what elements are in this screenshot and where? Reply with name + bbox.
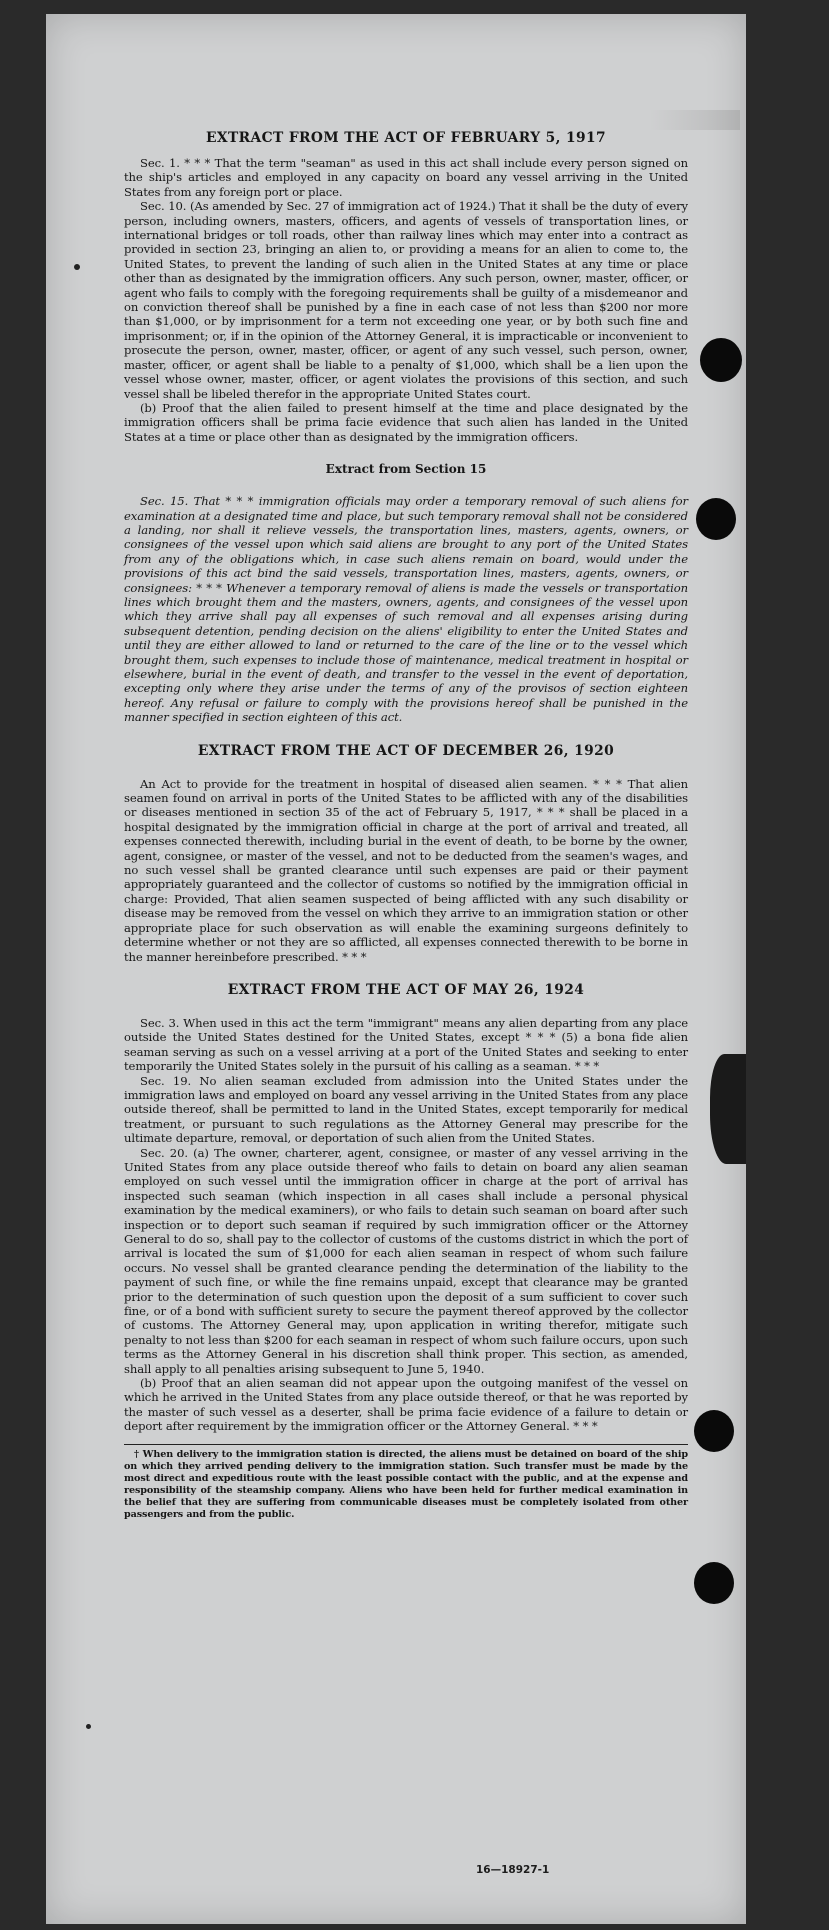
form-number: 16—18927-1: [476, 1864, 550, 1876]
subheading-section-15: Extract from Section 15: [325, 462, 487, 477]
torn-edge: [710, 1054, 746, 1164]
heading-act-1917: EXTRACT FROM THE ACT OF FEBRUARY 5, 1917: [205, 130, 607, 146]
punch-hole-4: [694, 1562, 734, 1604]
paragraph-sec-15: Sec. 15. That * * * immigration officials may order a temporary removal of such aliens for examination at a designated time and place, but such temporary removal shall not be considered a landing, nor shall it relieve vessels, the transportation lines, masters, agents, owners, or consignees of the vessel upon which said aliens are brought to any port of the United States from any of the obligations which, in case such aliens remain on board, would under the provisions of this act bind the said vessels, transportation lines, masters, agents, owners, or consignees: * * * Whenever a temporary removal of aliens is made the vessels or transportation lines which brought them and the masters, owners, agents, and consignees of the vessel upon which they arrive shall pay all expenses of such removal and all expenses arising during subsequent detention, pending decision on the aliens' eligibility to enter the United States and until they are either allowed to land or returned to the care of the line or to the vessel which brought them, such expenses to include those of maintenance, medical treatment in hospital or elsewhere, burial in the event of death, and transfer to the vessel in the event of deportation, excepting only where they arise under the terms of any of the provisos of section eighteen hereof. Any refusal or failure to comply with the provisions hereof shall be punished in the manner specified in section eighteen of this act.: [124, 494, 688, 725]
footnote: † When delivery to the immigration station is directed, the aliens must be detained on board of the ship on which they arrived pending delivery to the immigration station. Such transfer must be made by the most direct and expeditious route with the least possible contact with the public, and at the expense and responsibility of the steamship company. Aliens who have been held for further medical examination in the belief that they are suffering from communicable diseases must be completely isolated from other passengers and from the public.: [124, 1448, 688, 1520]
document-page: [46, 14, 746, 1924]
paragraph-sec-10-b: (b) Proof that the alien failed to present himself at the time and place designated by the immigration officers shall be prima facie evidence that such alien has landed in the United States at a time or place other than as designated by the immigration officers.: [124, 400, 688, 444]
punch-hole-3: [694, 1410, 734, 1452]
paragraph-act-1920: An Act to provide for the treatment in hospital of diseased alien seamen. * * * That alien seamen found on arrival in ports of the United States to be afflicted with any of the disabilities or diseases mentioned in section 35 of the act of February 5, 1917, * * * shall be placed in a hospital designated by the immigration official in charge at the port of arrival and treated, all expenses connected therewith, including burial in the event of death, to be borne by the owner, agent, consignee, or master of the vessel, and not to be deducted from the seamen's wages, and no such vessel shall be granted clearance until such expenses are paid or their payment appropriately guaranteed and the collector of customs so notified by the immigration official in charge: Provided, That alien seamen suspected of being afflicted with any such disability or disease may be removed from the vessel on which they arrive to an immigration station or other appropriate place for such observation as will enable the examining surgeons definitely to determine whether or not they are so afflicted, all expenses connected therewith to be borne in the manner hereinbefore prescribed. * * *: [124, 776, 688, 964]
heading-act-1920: EXTRACT FROM THE ACT OF DECEMBER 26, 1920: [197, 742, 615, 759]
paragraph-sec-1: Sec. 1. * * * That the term "seaman" as used in this act shall include every person signed on the ship's articles and employed in any capacity on board any vessel arriving in the United States from any foreign port or place.: [124, 156, 688, 199]
paragraph-sec-19: Sec. 19. No alien seaman excluded from admission into the United States under the immigration laws and employed on board any vessel arriving in the United States from any place outside thereof, shall be permitted to land in the United States, except temporarily for medical treatment, or pursuant to such regulations as the Attorney General may prescribe for the ultimate departure, removal, or deportation of such alien from the United States.: [124, 1073, 688, 1146]
paragraph-sec-3: Sec. 3. When used in this act the term "immigrant" means any alien departing from any place outside the United States destined for the United States, except * * * (5) a bona fide alien seaman serving as such on a vessel arriving at a port of the United States and seeking to enter temporarily the United States solely in the pursuit of his calling as a seaman. * * *: [124, 1015, 688, 1074]
footnote-divider: [124, 1444, 688, 1445]
paragraph-sec-20-b: (b) Proof that an alien seaman did not appear upon the outgoing manifest of the vessel on which he arrived in the United States from any place outside thereof, or that he was reported by the master of such vessel as a deserter, shall be prima facie evidence of a failure to detain or deport after requirement by the immigration officer or the Attorney General. * * *: [124, 1376, 688, 1434]
paragraph-sec-20-a: Sec. 20. (a) The owner, charterer, agent, consignee, or master of any vessel arriving in the United States from any place outside thereof who fails to detain on board any alien seaman employed on such vessel until the immigration officer in charge at the port of arrival has inspected such seaman (which inspection in all cases shall include a personal physical examination by the medical examiners), or who fails to detain such seaman on board after such inspection or to deport such seaman if required by such immigration officer or the Attorney General to do so, shall pay to the collector of customs of the customs district in which the port of arrival is located the sum of $1,000 for each alien seaman in respect of whom such failure occurs. No vessel shall be granted clearance pending the determination of the liability to the payment of such fine, or while the fine remains unpaid, except that clearance may be granted prior to the determination of such question upon the deposit of a sum sufficient to cover such fine, or of a bond with sufficient surety to secure the payment thereof approved by the collector of customs. The Attorney General may, upon application in writing therefor, mitigate such penalty to not less than $200 for each seaman in respect of whom such failure occurs, upon such terms as the Attorney General in his discretion shall think proper. This section, as amended, shall apply to all penalties arising subsequent to June 5, 1940.: [124, 1145, 688, 1376]
paragraph-sec-10: Sec. 10. (As amended by Sec. 27 of immigration act of 1924.) That it shall be the duty of every person, including owners, masters, officers, and agents of vessels of transportation lines, or international bridges or toll roads, other than railway lines which may enter into a contract as provided in section 23, bringing an alien to, or providing a means for an alien to come to, the United States, to prevent the landing of such alien in the United States at any time or place other than as designated by the immigration officers. Any such person, owner, master, officer, or agent who fails to comply with the foregoing requirements shall be guilty of a misdemeanor and on conviction thereof shall be punished by a fine in each case of not less than $200 nor more than $1,000, or by imprisonment for a term not exceeding one year, or by both such fine and imprisonment; or, if in the opinion of the Attorney General, it is impracticable or inconvenient to prosecute the person, owner, master, officer, or agent of any such vessel, such person, owner, master, officer, or agent shall be liable to a penalty of $1,000, which shall be a lien upon the vessel whose owner, master, officer, or agent violates the provisions of this section, and such vessel shall be libeled therefor in the appropriate United States court.: [124, 199, 688, 401]
document-body: [124, 130, 688, 1521]
margin-dot-1: [74, 264, 80, 270]
punch-hole-1: [700, 338, 742, 382]
heading-act-1924: EXTRACT FROM THE ACT OF MAY 26, 1924: [227, 981, 585, 998]
punch-hole-2: [696, 498, 736, 540]
corner-stain: [650, 110, 740, 130]
margin-dot-3: [86, 1724, 91, 1729]
